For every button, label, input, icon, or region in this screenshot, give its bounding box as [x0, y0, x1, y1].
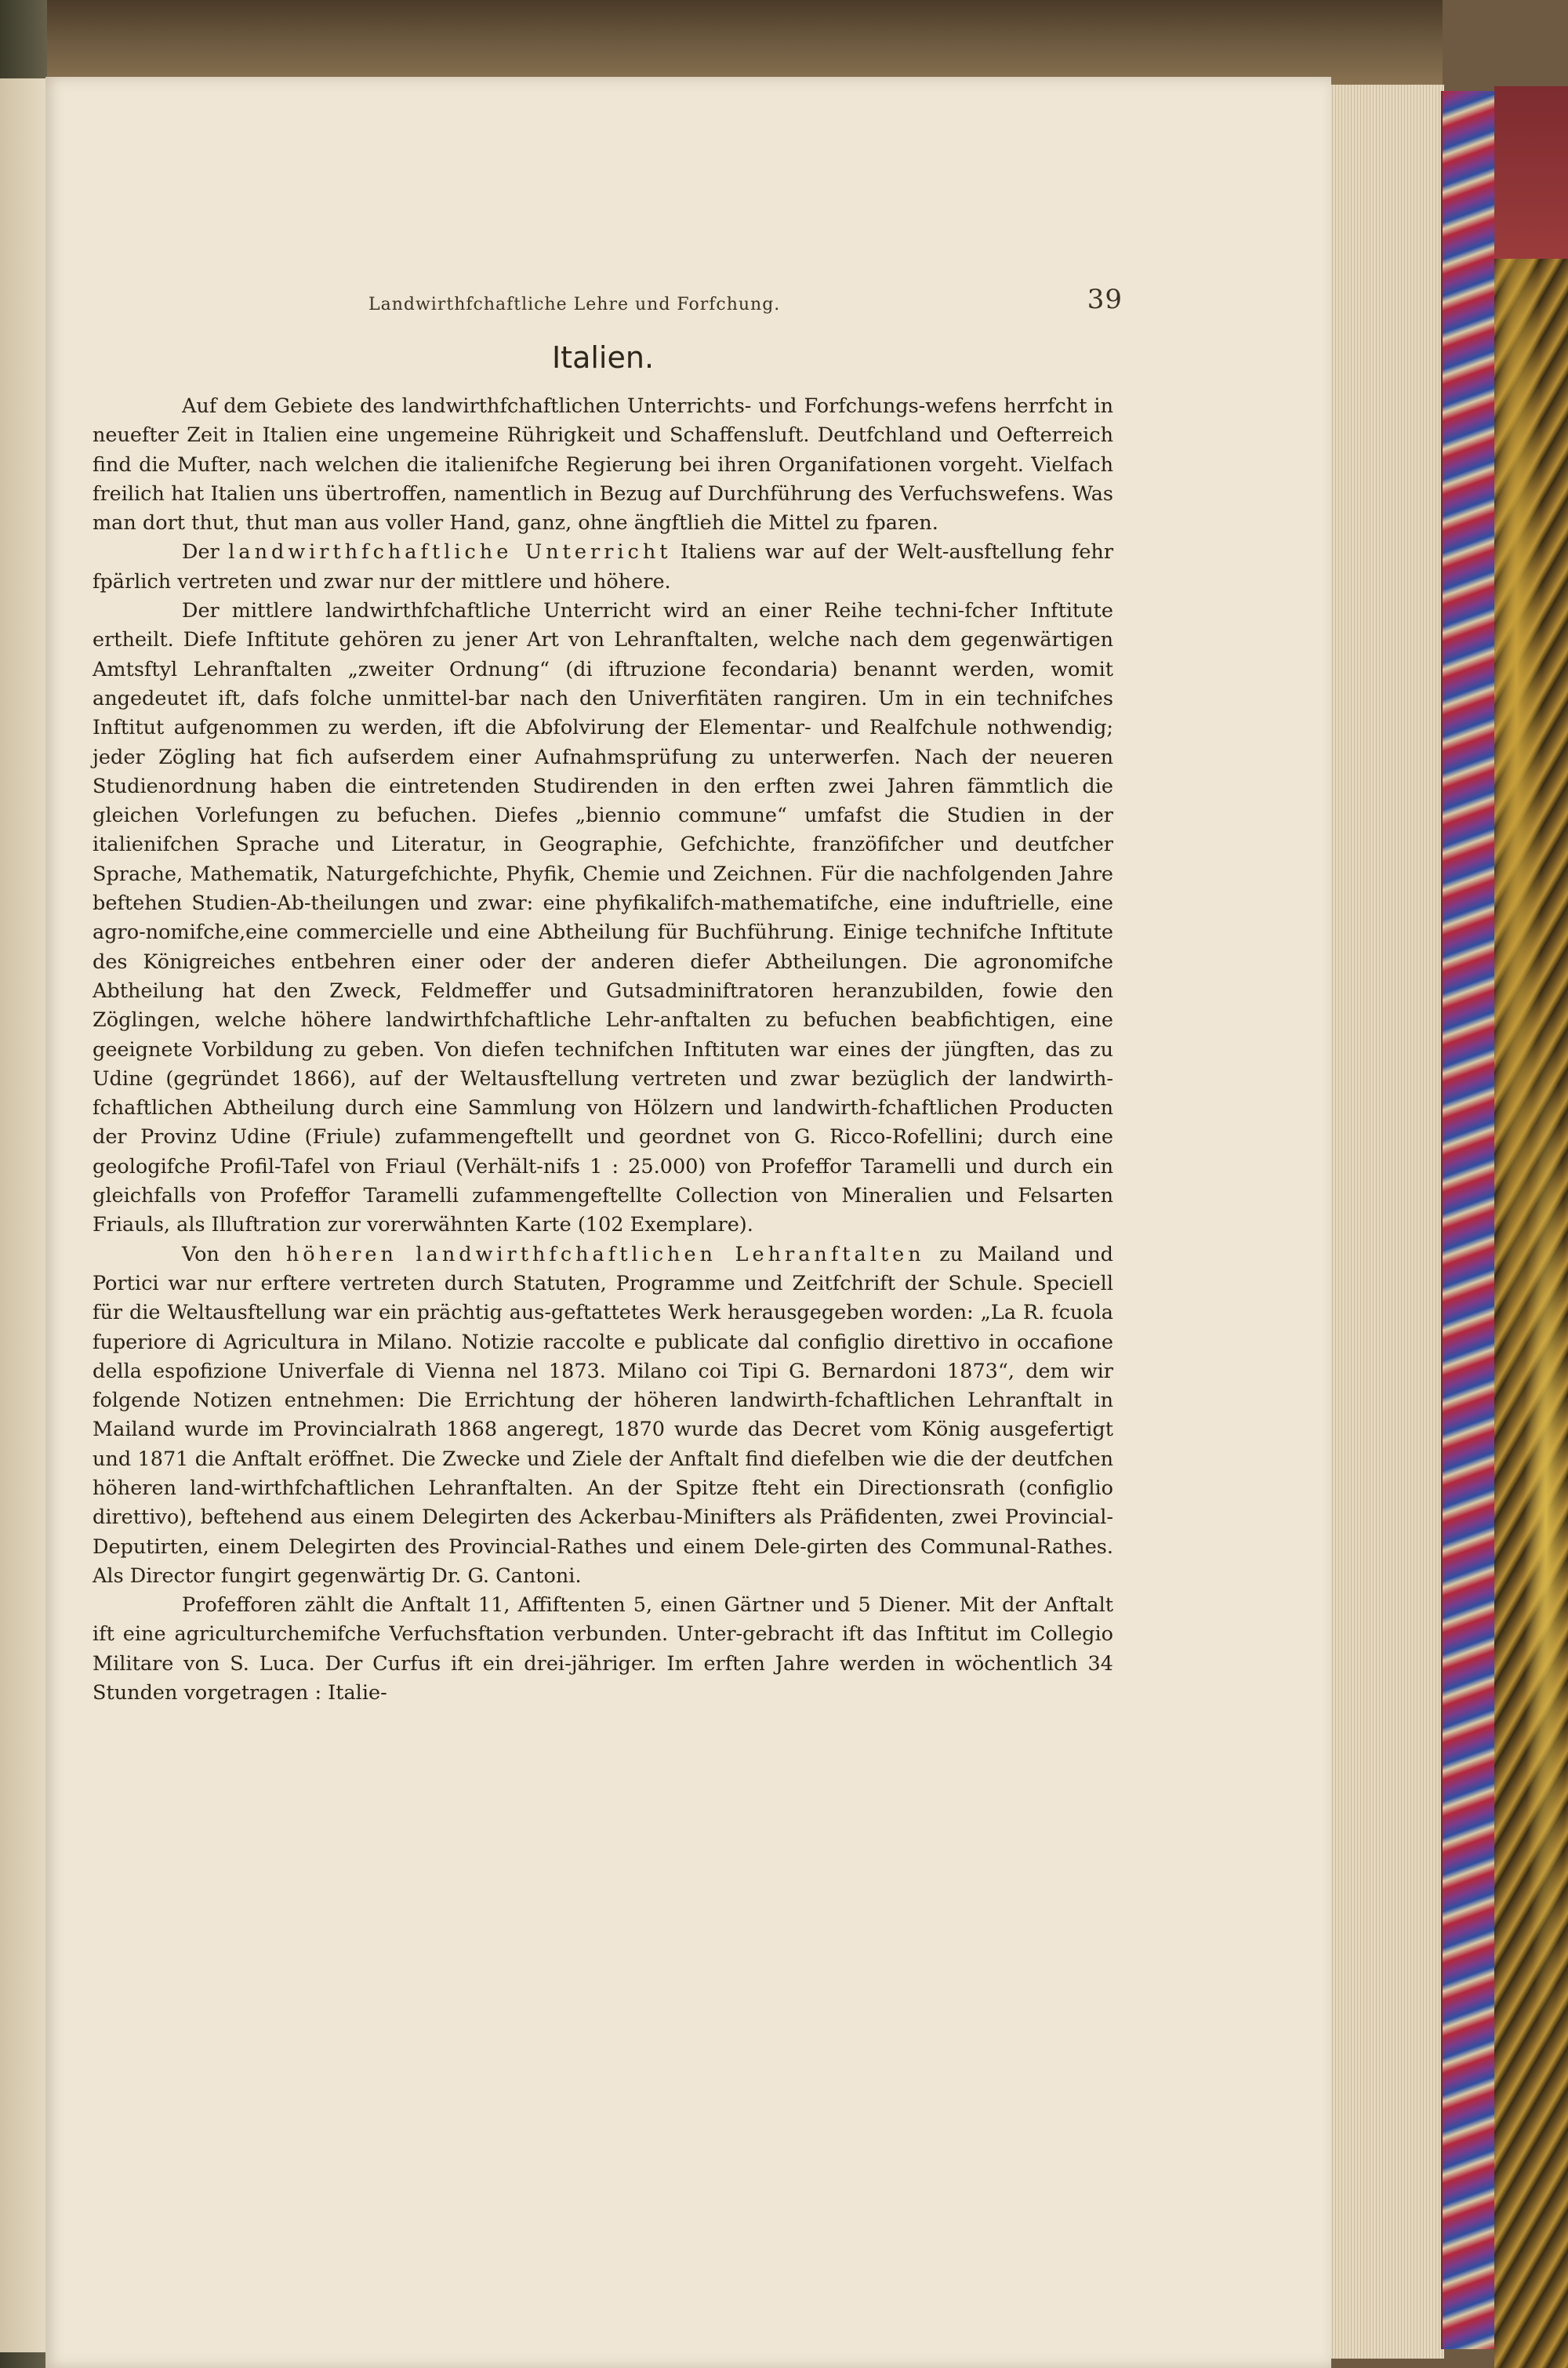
paragraph-emphasis: landwirthfchaftliche Unterricht [228, 540, 672, 565]
section-title: Italien. [551, 340, 655, 375]
left-page-edge [0, 78, 47, 2352]
paragraph [93, 1591, 1113, 1708]
paragraph-lead: Der [182, 540, 220, 565]
page-stack-edge [1325, 85, 1444, 2359]
paragraph-emphasis: höheren landwirthfchaftlichen Lehranftalten [285, 1242, 925, 1266]
paragraph-text: Italiens war auf der Welt-ausftellung fehr fpärlich vertreten und zwar nur der mittlere und höhere. [93, 540, 1114, 594]
paragraph-text: Auf dem Gebiete des landwirthfchaftlichen Unterrichts- und Forfchungs-wefens herrfcht in neuefter Zeit in Italien eine ungemeine Rührigkeit und Schaffensluft. Deutfchland und Oefterreich find die Mufter, nach welchen die italienifche Regierung bei ihren Organifationen vorgeht. Vielfach freilich hat Italien uns übertroffen, namentlich in Bezug auf Durchführung des Verfuchswefens. Was man dort thut, thut man aus voller Hand, ganz, ohne ängftlieh die Mittel zu fparen. [93, 394, 1113, 536]
book-cover-red [1494, 86, 1568, 267]
paragraph [93, 1240, 1113, 1592]
marbled-page-edge [1441, 91, 1497, 2349]
running-head [93, 284, 1123, 323]
paragraph [93, 392, 1113, 538]
running-title: Landwirthfchaftliche Lehre und Forfchung. [368, 295, 781, 314]
page-number: 39 [1087, 284, 1123, 315]
marbled-cover [1494, 259, 1568, 2368]
page-text-block [93, 284, 1123, 1708]
book-top-edge [47, 0, 1443, 86]
paragraph [93, 538, 1113, 597]
paragraph-text: Der mittlere landwirthfchaftliche Unterricht wird an einer Reihe techni-fcher Inftitute ertheilt. Diefe Inftitute gehören zu jener Art von Lehranftalten, welche nach dem gegenwärtigen Amtsftyl Lehranftalten „zweiter Ordnung“ (di iftruzione fecondaria) benannt werden, womit angedeutet ift, dafs folche unmittel-bar nach den Univerfitäten rangiren. Um in ein technifches Inftitut aufgenommen zu werden, ift die Abfolvirung der Elementar- und Realfchule nothwendig; jeder Zögling hat fich aufserdem einer Aufnahmsprüfung zu unterwerfen. Nach der neueren Studienordnung haben die eintretenden Studirenden in den erften zwei Jahren fämmtlich die gleichen Vorlefungen zu befuchen. Diefes „biennio commune“ umfafst die Studien in der italienifchen Sprache und Literatur, in Geographie, Gefchichte, franzöfifcher und deutfcher Sprache, Mathematik, Naturgefchichte, Phyfik, Chemie und Zeichnen. Für die nachfolgenden Jahre beftehen Studien-Ab-theilungen und zwar: eine phyfikalifch-mathematifche, eine induftrielle, eine agro-nomifche,eine commercielle und eine Abtheilung für Buchführung. Einige technifche Inftitute des Königreiches entbehren einer oder der anderen diefer Abtheilungen. Die agronomifche Abtheilung hat den Zweck, Feldmeffer und Gutsadminiftratoren heranzubilden, fowie den Zöglingen, welche höhere landwirthfchaftliche Lehr-anftalten zu befuchen beabfichtigen, eine geeignete Vorbildung zu geben. Von diefen technifchen Inftituten war eines der jüngften, das zu Udine (gegründet 1866), auf der Weltausftellung vertreten und zwar bezüglich der landwirth-fchaftlichen Abtheilung durch eine Sammlung von Hölzern und landwirth-fchaftlichen Producten der Provinz Udine (Friule) zufammengeftellt und geordnet von G. Ricco-Rofellini; durch eine geologifche Profil-Tafel von Friaul (Verhält-nifs 1 : 25.000) von Profeffor Taramelli und durch ein gleichfalls von Profeffor Taramelli zufammengeftellte Collection von Mineralien und Felsarten Friauls, als Illuftration zur vorerwähnten Karte (102 Exemplare). [93, 599, 1113, 1237]
paragraph-text: zu Mailand und Portici war nur erftere vertreten durch Statuten, Programme und Zeitfchrift der Schule. Speciell für die Weltausftellung war ein prächtig aus-geftattetes Werk herausgegeben worden: „La R. fcuola fuperiore di Agricultura in Milano. Notizie raccolte e publicate dal configlio direttivo in occafione della espofizione Univerfale di Vienna nel 1873. Milano coi Tipi G. Bernardoni 1873“, dem wir folgende Notizen entnehmen: Die Errichtung der höheren landwirth-fchaftlichen Lehranftalt in Mailand wurde im Provincialrath 1868 angeregt, 1870 wurde das Decret vom König ausgefertigt und 1871 die Anftalt eröffnet. Die Zwecke und Ziele der Anftalt find diefelben wie die der deutfchen höheren land-wirthfchaftlichen Lehranftalten. An der Spitze fteht ein Directionsrath (configlio direttivo), beftehend aus einem Delegirten des Ackerbau-Minifters als Präfidenten, zwei Provincial-Deputirten, einem Delegirten des Provincial-Rathes und einem Dele-girten des Communal-Rathes. Als Director fungirt gegenwärtig Dr. G. Cantoni. [93, 1242, 1113, 1588]
paragraph [93, 597, 1113, 1240]
paragraph-text: Profefforen zählt die Anftalt 11, Affiftenten 5, einen Gärtner und 5 Diener. Mit der Anftalt ift eine agriculturchemifche Verfuchsftation verbunden. Unter-gebracht ift das Inftitut im Collegio Militare von S. Luca. Der Curfus ift ein drei-jähriger. Im erften Jahre werden in wöchentlich 34 Stunden vorgetragen : Italie- [93, 1593, 1113, 1705]
paragraph-lead: Von den [182, 1242, 272, 1266]
